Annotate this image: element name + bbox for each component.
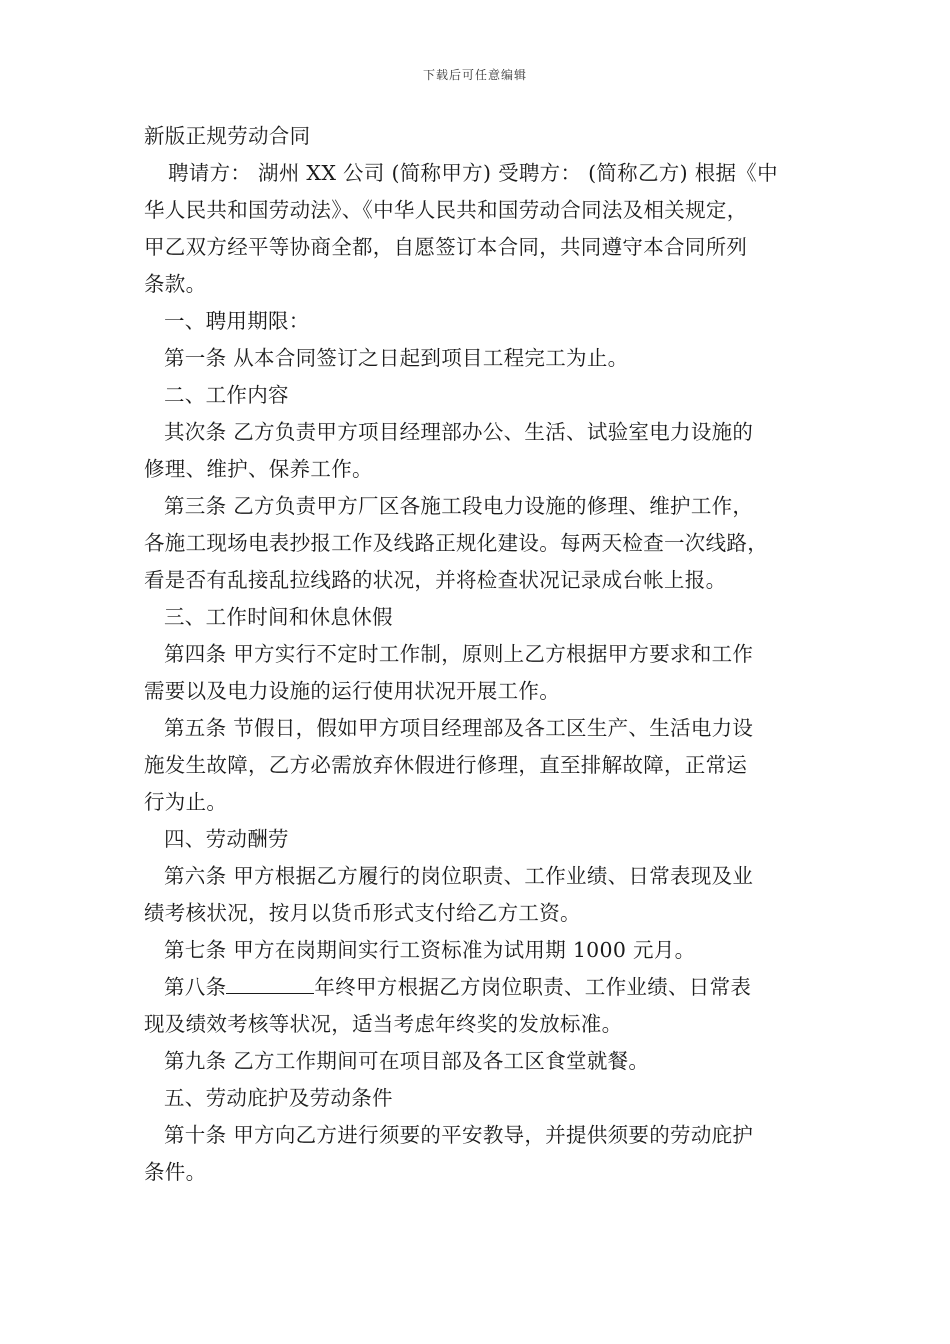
clause-line: 看是否有乱接乱拉线路的状况，并将检查状况记录成台帐上报。 bbox=[144, 568, 727, 592]
paragraph-line: 聘请方： 湖州 XX 公司 (简称甲方) 受聘方： (简称乙方) 根据《中 bbox=[168, 161, 778, 185]
clause-line: 其次条 乙方负责甲方项目经理部办公、生活、试验室电力设施的 bbox=[164, 420, 754, 444]
clause-line: 第四条 甲方实行不定时工作制，原则上乙方根据甲方要求和工作 bbox=[164, 642, 754, 666]
section-heading: 三、工作时间和休息休假 bbox=[164, 605, 393, 629]
clause-line: 第九条 乙方工作期间可在项目部及各工区食堂就餐。 bbox=[164, 1049, 650, 1073]
clause-label: 第八条 bbox=[164, 975, 227, 999]
clause-line: 第一条 从本合同签订之日起到项目工程完工为止。 bbox=[164, 346, 629, 370]
document-title: 新版正规劳动合同 bbox=[144, 124, 311, 148]
paragraph-line: 华人民共和国劳动法》、《中华人民共和国劳动合同法及相关规定， bbox=[144, 198, 748, 222]
clause-line: 条件。 bbox=[144, 1160, 207, 1184]
clause-line: 修理、维护、保养工作。 bbox=[144, 457, 373, 481]
contract-document bbox=[144, 118, 812, 1191]
clause-line: 第三条 乙方负责甲方厂区各施工段电力设施的修理、维护工作， bbox=[164, 494, 754, 518]
clause-line: 第六条 甲方根据乙方履行的岗位职责、工作业绩、日常表现及业 bbox=[164, 864, 754, 888]
clause-line: 第七条 甲方在岗期间实行工资标准为试用期 1000 元月。 bbox=[164, 938, 696, 962]
clause-line: 行为止。 bbox=[144, 790, 228, 814]
clause-line: 现及绩效考核等状况，适当考虑年终奖的发放标准。 bbox=[144, 1012, 623, 1036]
clause-line-with-blank bbox=[144, 969, 812, 1006]
section-heading: 四、劳动酬劳 bbox=[164, 827, 289, 851]
paragraph-line: 条款。 bbox=[144, 272, 207, 296]
clause-text: 年终甲方根据乙方岗位职责、工作业绩、日常表 bbox=[314, 975, 752, 999]
section-heading: 一、聘用期限： bbox=[164, 309, 310, 333]
page-header-note: 下载后可任意编辑 bbox=[422, 68, 527, 82]
clause-line: 绩考核状况，按月以货币形式支付给乙方工资。 bbox=[144, 901, 581, 925]
clause-line: 需要以及电力设施的运行使用状况开展工作。 bbox=[144, 679, 560, 703]
paragraph-line: 甲乙双方经平等协商全都，自愿签订本合同，共同遵守本合同所列 bbox=[144, 235, 748, 259]
section-heading: 五、劳动庇护及劳动条件 bbox=[164, 1086, 393, 1110]
clause-line: 施发生故障，乙方必需放弃休假进行修理，直至排解故障，正常运 bbox=[144, 753, 748, 777]
clause-line: 第十条 甲方向乙方进行须要的平安教导，并提供须要的劳动庇护 bbox=[164, 1123, 754, 1147]
section-heading: 二、工作内容 bbox=[164, 383, 289, 407]
fill-in-blank bbox=[226, 973, 314, 994]
clause-line: 第五条 节假日，假如甲方项目经理部及各工区生产、生活电力设 bbox=[164, 716, 754, 740]
clause-line: 各施工现场电表抄报工作及线路正规化建设。每两天检查一次线路， bbox=[144, 531, 768, 555]
